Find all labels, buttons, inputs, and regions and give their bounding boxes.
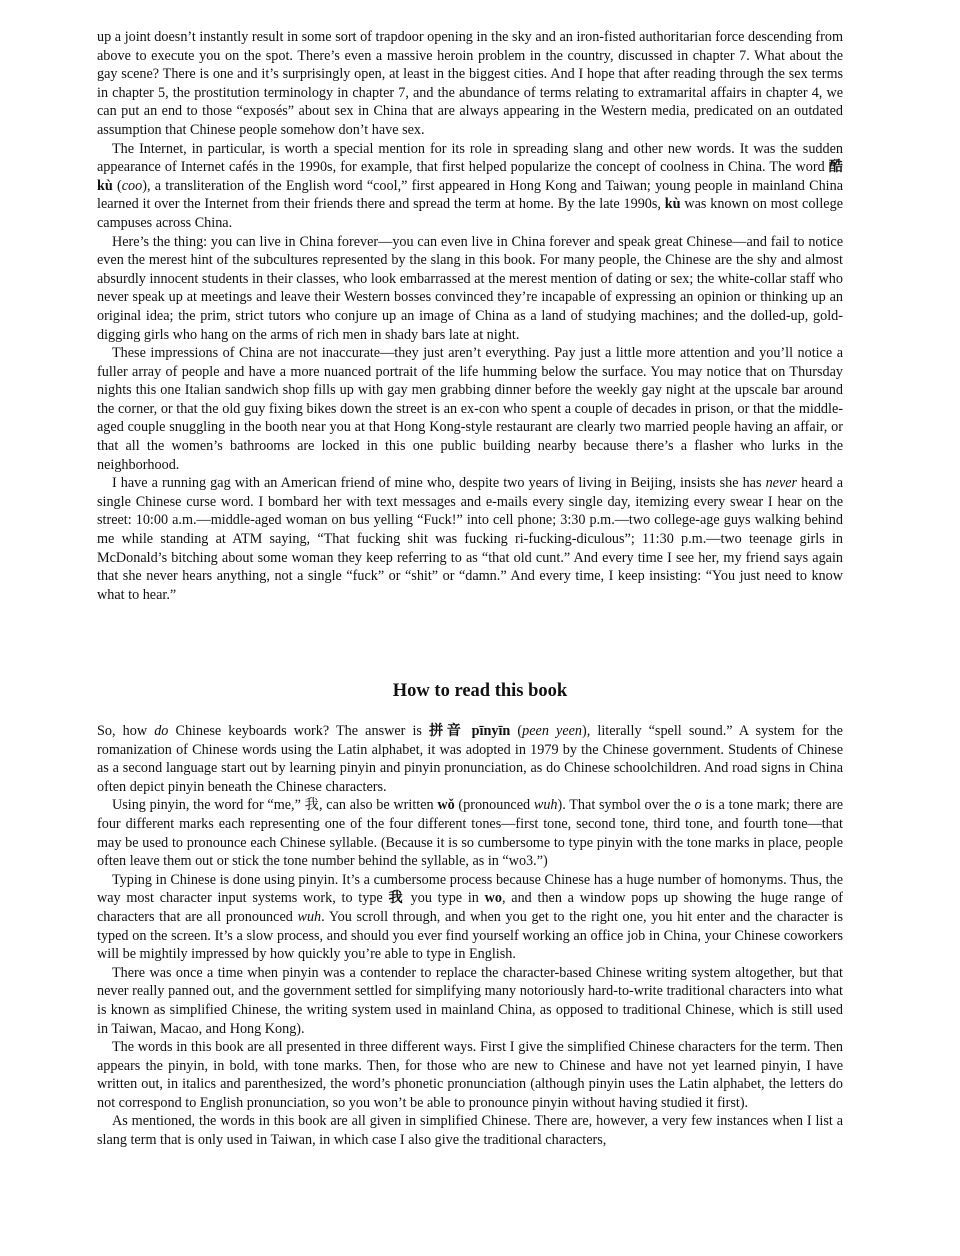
paragraph: The Internet, in particular, is worth a special mention for its role in spreading slang and other new words. It was the sudden appearance of Internet cafés in the 1990s, for example, that first helped popularize the concept of coolness in China. The word 酷 kù (coo), a transliteration of the English word “cool,” first appeared in Hong Kong and Taiwan; young people in mainland China learned it over the Internet from their friends there and spread the term at home. By the late 1990s, kù was known on most college campuses across China.	[97, 140, 843, 231]
pronunciation: wuh	[297, 908, 322, 925]
term-pinyin: 拼音 pīnyīn	[429, 723, 511, 739]
paragraph: As mentioned, the words in this book are all given in simplified Chinese. There are, however, a very few instances when I list a slang term that is only used in Taiwan, in which case I also give the traditional characters,	[97, 1113, 843, 1149]
term-ku: 酷 kù	[97, 159, 843, 194]
section-heading: How to read this book	[392, 681, 568, 701]
paragraph: So, how do Chinese keyboards work? The answer is 拼音 pīnyīn (peen yeen), literally “spell sound.” A system for the romanization of Chinese words using the Latin alphabet, it was adopted in 1979 by the Chinese government. Students of Chinese as a second language start out by learning pinyin and pinyin pronunciation, as do Chinese schoolchildren. And road signs in China often depict pinyin beneath the Chinese characters.	[97, 723, 843, 795]
paragraph: The words in this book are all presented in three different ways. First I give the simplified Chinese characters for the term. Then appears the pinyin, in bold, with tone marks. Then, for those who are new to Chinese and have not yet learned pinyin, I have written out, in italics and parenthesized, the word’s phonetic pronunciation (although pinyin uses the Latin alphabet, the letters do not correspond to English pronunciation, so you won’t be able to pronounce pinyin without having studied it first).	[97, 1039, 843, 1111]
paragraph: up a joint doesn’t instantly result in some sort of trapdoor opening in the sky and an iron-fisted authoritarian force descending from above to execute you on the spot. There’s even a massive heroin problem in the country, discussed in chapter 7. What about the gay scene? There is one and it’s surprisingly open, at least in the biggest cities. And I hope that after reading through the sex terms in chapter 5, the prostitution terminology in chapter 7, and the abundance of terms relating to extramarital affairs in chapter 4, we can put an end to those “exposés” about sex in China that are always appearing in the Western media, predicated on an outdated assumption that Chinese people somehow don’t have sex.	[97, 29, 843, 138]
paragraph: These impressions of China are not inaccurate—they just aren’t everything. Pay just a little more attention and you’ll notice a fuller array of people and have a more nuanced portrait of the life humming below the surface. You may notice that on Thursday nights this one Italian sandwich shop fills up with gay men grabbing dinner before the weekly gay night at the upscale bar around the corner, or that the old guy fixing bikes down the street is an ex-con who spent a couple of decades in prison, or that the middle-aged couple snuggling in the booth near you at that Hong Kong-style restaurant are clearly two married people having an affair, or that all the women’s bathrooms are locked in this one public building nearby because there’s a flasher who lurks in the neighborhood.	[97, 345, 843, 473]
emphasis: never	[765, 475, 798, 492]
paragraph: Typing in Chinese is done using pinyin. It’s a cumbersome process because Chinese has a huge number of homonyms. Thus, the way most character input systems work, to type 我 you type in wo, and then a window pops up showing the huge range of characters that are all pronounced wuh. You scroll through, and when you get to the right one, you hit enter and the character is typed on the screen. It’s a slow process, and should you ever find yourself working an office job in China, your Chinese coworkers will be mightily impressed by how quickly you’re able to type in English.	[97, 871, 843, 963]
paragraph: There was once a time when pinyin was a contender to replace the character-based Chinese writing system altogether, but that never really panned out, and the government settled for simplifying many notoriously hard-to-write traditional characters into what is known as simplified Chinese, the writing system used in mainland China, as opposed to traditional Chinese, which is still used in Taiwan, Macao, and Hong Kong).	[97, 964, 843, 1037]
pronunciation: peen yeen	[522, 723, 583, 739]
emphasis: o	[694, 797, 702, 814]
emphasis: do	[154, 723, 169, 739]
term-char: 我	[388, 890, 405, 907]
paragraph: Here’s the thing: you can live in China forever—you can even live in China forever and speak great Chinese—and fail to notice even the merest hint of the subcultures represented by the slang in this book. For many people, the Chinese are the shy and almost absurdly innocent students in their classes, who look embarrassed at the merest mention of dating or sex; the white-collar staff who never speak up at meetings and leave their Western bosses convinced they’re incapable of expressing an opinion or thinking up an original idea; the prim, strict tutors who conjure up an image of China as a land of studying machines; and the dolled-up, gold-digging girls who hang on the arms of rich men in shady bars late at night.	[97, 233, 843, 343]
paragraph: Using pinyin, the word for “me,” 我, can also be written wǒ (pronounced wuh). That symbol over the o is a tone mark; there are four different marks each representing one of the four different tones—first tone, second tone, third tone, and fourth tone—that may be used to pronounce each Chinese syllable. (Because it is so cumbersome to type pinyin with the tone marks in place, people often leave them out or stick the tone number behind the syllable, as in “wo3.”)	[97, 797, 843, 870]
intro-section	[97, 28, 843, 604]
how-to-read-section	[97, 722, 843, 1150]
paragraph: I have a running gag with an American friend of mine who, despite two years of living in Beijing, insists she has never heard a single Chinese curse word. I bombard her with text messages and e-mails every single day, itemizing every swear I hear on the street: 10:00 a.m.—middle-aged woman on bus yelling “Fuck!” into cell phone; 3:30 p.m.—two college-age guys walking behind me while standing at ATM saying, “That fucking shit was fucking ri-fucking-diculous”; 11:30 p.m.—two teenage girls in McDonald’s bitching about some woman they keep referring to as “that old cunt.” And every time I see her, my friend says again that she never hears anything, not a single “fuck” or “shit” or “damn.” And every time, I keep insisting: “You just need to know what to hear.”	[97, 475, 844, 603]
term-wo: wǒ	[437, 797, 455, 814]
term-ku: kù	[664, 196, 681, 213]
pronunciation: wuh	[533, 797, 558, 814]
term-wo: wo	[484, 890, 502, 907]
pronunciation: coo	[121, 177, 143, 194]
